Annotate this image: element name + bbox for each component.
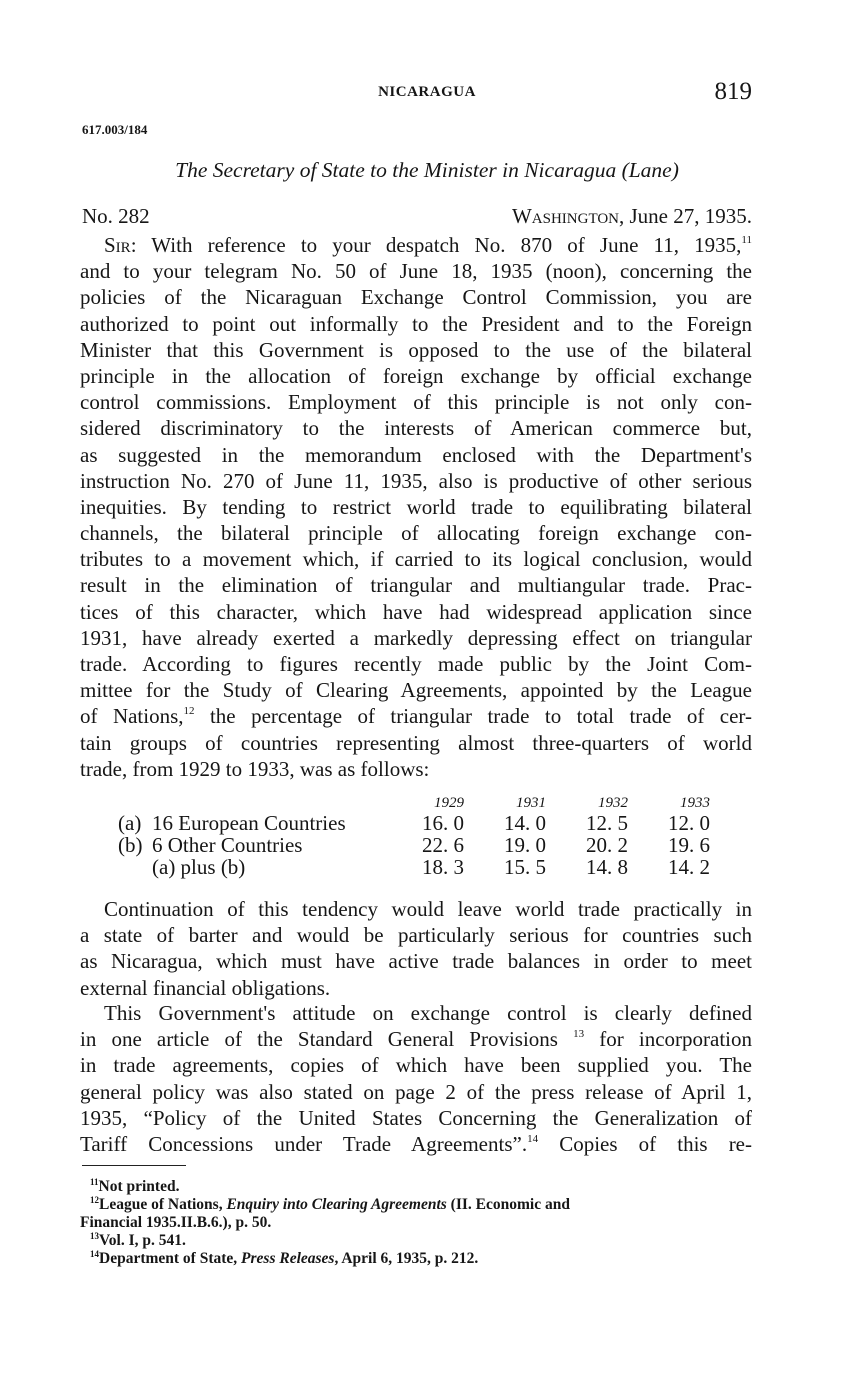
text-line — [80, 1026, 752, 1052]
text-line: as suggested in the memorandum enclosed with the Department's — [80, 442, 752, 467]
text-segment: (II. Economic and — [446, 1196, 570, 1213]
text-line — [80, 1178, 752, 1196]
text-line: tices of this character, which have had widespread application since — [80, 599, 752, 624]
row-name: (a) plus (b) — [152, 855, 246, 879]
text-line: a state of barter and would be particularly serious for countries such — [80, 923, 752, 948]
text-segment: Sir — [104, 233, 131, 257]
text-line: general policy was also stated on page 2 of the press release of April 1, — [80, 1079, 752, 1104]
text-line — [80, 1131, 752, 1157]
text-segment: Enquiry into Clearing Agreements — [226, 1196, 447, 1213]
text-line: external financial obligations. — [80, 975, 331, 1000]
footnote-reference: 11 — [741, 234, 752, 246]
text-segment: of Nations, — [80, 704, 184, 729]
table-cell: 14. 0 — [504, 811, 546, 835]
year-header: 1931 — [516, 795, 546, 811]
text-line: 1935, “Policy of the United States Concerning the Generalization of — [80, 1105, 752, 1130]
footnote-reference: 13 — [90, 1231, 99, 1241]
text-line: This Government's attitude on exchange control is clearly defined — [104, 1001, 752, 1025]
text-segment: League of Nations, — [99, 1196, 227, 1213]
text-segment: Not printed. — [98, 1178, 180, 1195]
text-segment: in one article of the Standard General Provisions — [80, 1027, 574, 1052]
table-cell: 16. 0 — [422, 811, 464, 835]
despatch-number: No. 282 — [82, 204, 150, 228]
text-line: and to your telegram No. 50 of June 18, 1935 (noon), concerning the — [80, 259, 752, 284]
footnote-reference: 13 — [573, 1028, 585, 1041]
text-line — [80, 1250, 752, 1268]
text-line: sidered discriminatory to the interests of American commerce but, — [80, 416, 752, 441]
text-line: principle in the allocation of foreign exchange by official exchange — [80, 363, 752, 388]
year-header: 1933 — [680, 795, 710, 811]
dateline — [512, 204, 752, 229]
text-line — [80, 1232, 752, 1250]
footnote-divider — [82, 1165, 186, 1166]
table-cell: 19. 6 — [668, 833, 710, 857]
footnotes — [80, 1178, 752, 1268]
footnote-reference: 11 — [90, 1177, 99, 1187]
text-line — [80, 1196, 752, 1214]
footnote-reference: 14 — [90, 1249, 99, 1259]
text-line: as Nicaragua, which must have active trade balances in order to meet — [80, 949, 752, 974]
text-line: inequities. By tending to restrict world trade to equilibrating bilateral — [80, 494, 752, 519]
table-cell: 14. 2 — [668, 855, 710, 879]
row-name: 16 European Countries — [152, 811, 346, 835]
footnote-reference: 12 — [183, 705, 195, 718]
row-name: 6 Other Countries — [152, 833, 303, 857]
table-row — [118, 812, 710, 834]
document-title: The Secretary of State to the Minister in Nicaragua (Lane) — [175, 158, 679, 182]
table-row — [118, 856, 710, 878]
text-line: mittee for the Study of Clearing Agreements, appointed by the League — [80, 678, 752, 703]
table-cell: 22. 6 — [422, 833, 464, 857]
page-number: 819 — [714, 78, 752, 105]
text-segment: : With reference to your despatch No. 870 of June 11, 1935, — [130, 233, 742, 257]
table-cell: 12. 0 — [668, 811, 710, 835]
text-line: policies of the Nicaraguan Exchange Control Commission, you are — [80, 285, 752, 310]
text-line: 1931, have already exerted a markedly depressing effect on triangular — [80, 625, 752, 650]
text-line: trade. According to figures recently made public by the Joint Com- — [80, 652, 752, 676]
text-segment: Press Releases — [241, 1250, 335, 1267]
year-header: 1932 — [598, 795, 628, 811]
table-cell: 19. 0 — [504, 833, 546, 857]
text-segment: the percentage of triangular trade to total trade of cer- — [194, 704, 753, 729]
footnote-reference: 12 — [90, 1195, 99, 1205]
text-line: control commissions. Employment of this principle is not only con- — [80, 390, 752, 415]
text-line: channels, the bilateral principle of allocating foreign exchange con- — [80, 521, 752, 546]
table-cell: 12. 5 — [586, 811, 628, 835]
text-line: Continuation of this tendency would leave world trade practically in — [104, 897, 752, 921]
table-cell: 14. 8 — [586, 855, 628, 879]
text-line: authorized to point out informally to the President and to the Foreign — [80, 311, 752, 336]
text-segment: Vol. I, p. 541. — [99, 1232, 186, 1249]
text-segment: Department of State, — [99, 1250, 242, 1267]
running-head: NICARAGUA — [378, 84, 476, 100]
text-segment: for incorporation — [584, 1027, 752, 1052]
text-segment: , April 6, 1935, p. 212. — [334, 1250, 479, 1267]
paragraph-2 — [80, 896, 752, 1001]
trade-table — [118, 794, 710, 878]
row-label: (a) — [118, 811, 142, 835]
table-cell: 15. 5 — [504, 855, 546, 879]
table-row — [118, 834, 710, 856]
row-label — [118, 856, 146, 878]
paragraph-1 — [80, 232, 752, 782]
table-cell: 20. 2 — [586, 833, 628, 857]
dateline-place: Washington — [511, 204, 619, 228]
text-line: result in the elimination of triangular and multiangular trade. Prac- — [80, 573, 752, 598]
table-header-row — [118, 794, 710, 812]
text-line: trade, from 1929 to 1933, was as follows: — [80, 756, 430, 781]
paragraph-3 — [80, 1000, 752, 1157]
text-segment: Tariff Concessions under Trade Agreements”. — [80, 1131, 528, 1156]
table-cell: 18. 3 — [422, 855, 464, 879]
dateline-date: , June 27, 1935. — [619, 204, 752, 228]
text-line: tain groups of countries representing almost three-quarters of world — [80, 730, 752, 755]
text-line: in trade agreements, copies of which have been supplied you. The — [80, 1053, 752, 1078]
text-line — [80, 232, 752, 258]
text-line: tributes to a movement which, if carried to its logical conclusion, would — [80, 547, 752, 572]
footnote-reference: 14 — [527, 1132, 539, 1145]
row-label: (b) — [118, 833, 143, 857]
text-line: Financial 1935.II.B.6.), p. 50. — [80, 1214, 272, 1231]
text-line — [80, 703, 752, 729]
text-segment: Copies of this re- — [538, 1131, 752, 1156]
text-line: instruction No. 270 of June 11, 1935, also is productive of other serious — [80, 468, 752, 493]
year-header: 1929 — [434, 795, 464, 811]
text-line: Minister that this Government is opposed to the use of the bilateral — [80, 337, 752, 362]
file-number: 617.003/184 — [82, 122, 148, 137]
